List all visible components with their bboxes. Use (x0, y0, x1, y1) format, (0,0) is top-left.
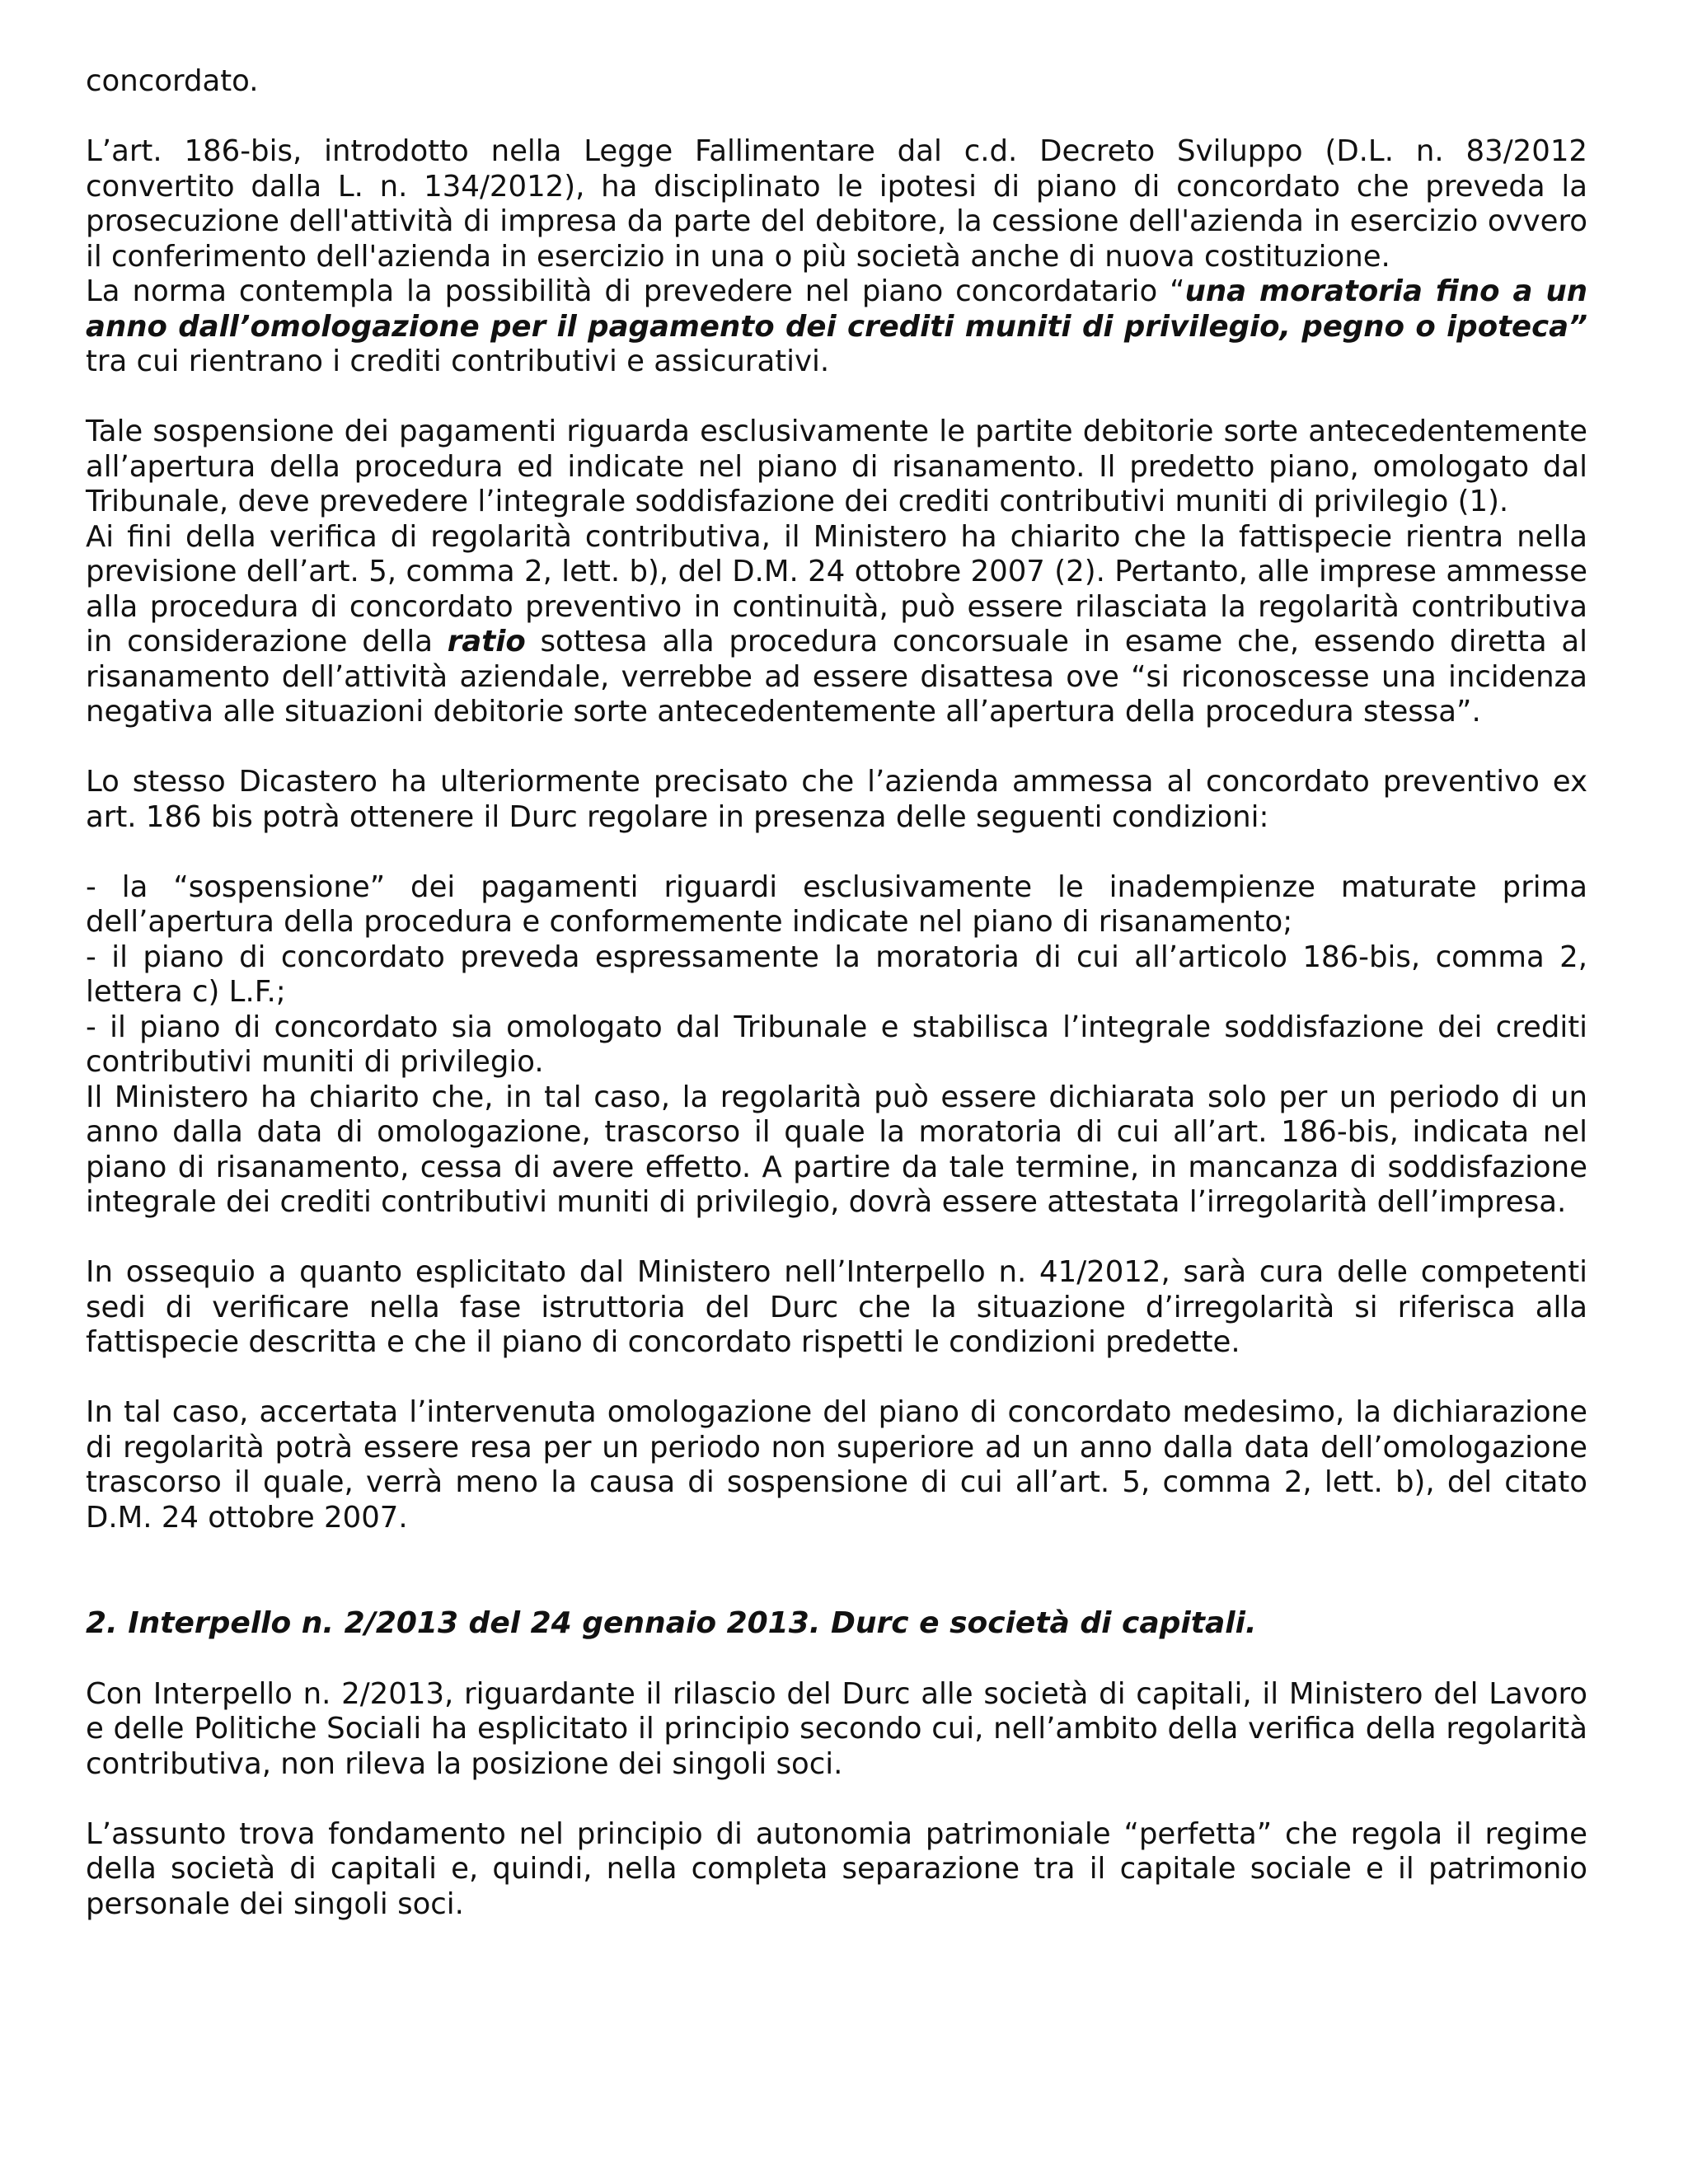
paragraph-art-186-bis: L’art. 186-bis, introdotto nella Legge Fallimentare dal c.d. Decreto Sviluppo (D.L. n. 83/2012 convertito dalla L. n. 134/2012), ha disciplinato le ipotesi di piano di concordato che preveda la prosecuzione dell'attività di impresa da parte del debitore, la cessione dell'azienda in esercizio ovvero il conferimento dell'azienda in esercizio in una o più società anche di nuova costituzione. (86, 134, 1587, 274)
section-heading: 2. Interpello n. 2/2013 del 24 gennaio 2013. Durc e società di capitali. (86, 1606, 1257, 1640)
paragraph-norma (86, 274, 1587, 380)
paragraph-tal-caso: In tal caso, accertata l’intervenuta omologazione del piano di concordato medesimo, la dichiarazione di regolarità potrà essere resa per un periodo non superiore ad un anno dalla data dell’omologazione trascorso il quale, verrà meno la causa di sospensione di cui all’art. 5, comma 2, lett. b), del citato D.M. 24 ottobre 2007. (86, 1395, 1587, 1535)
document-page (86, 64, 1587, 1922)
quote-moratoria: una moratoria fino a un anno dall’omologazione per il pagamento dei crediti muniti di privilegio, pegno o ipoteca” (86, 274, 1587, 344)
paragraph-verifica-intro: Ai fini della verifica di regolarità contributiva, il Ministero ha chiarito che la fattispecie rientra nella previsione dell’art. 5, comma 2, lett. b), del D.M. 24 ottobre 2007 (2). Pertanto, alle imprese ammesse alla procedura di concordato preventivo in continuità, può essere rilasciata la regolarità contributiva in considerazione della (86, 519, 1587, 658)
paragraph-dicastero: Lo stesso Dicastero ha ulteriormente precisato che l’azienda ammessa al concordato preventivo ex art. 186 bis potrà ottenere il Durc regolare in presenza delle seguenti condizioni: (86, 765, 1587, 834)
paragraph-ministero: Il Ministero ha chiarito che, in tal caso, la regolarità può essere dichiarata solo per un periodo di un anno dalla data di omologazione, trascorso il quale la moratoria di cui all’art. 186-bis, indicata nel piano di risanamento, cessa di avere effetto. A partire da tale termine, in mancanza di soddisfazione integrale dei crediti contributivi muniti di privilegio, dovrà essere attestata l’irregolarità dell’impresa. (86, 1080, 1587, 1219)
paragraph-verifica-tail: sottesa alla procedura concorsuale in esame che, essendo diretta al risanamento dell’attività aziendale, verrebbe ad essere disattesa ove “si riconoscesse una incidenza negativa alle situazioni debitorie sorte antecedentemente all’apertura della procedura stessa”. (86, 625, 1588, 729)
spacer (86, 835, 1587, 870)
spacer (86, 380, 1587, 415)
paragraph-interpello: Con Interpello n. 2/2013, riguardante il rilascio del Durc alle società di capitali, il Ministero del Lavoro e delle Politiche Sociali ha esplicitato il principio secondo cui, nell’ambito della verifica della regolarità contributiva, non rileva la posizione dei singoli soci. (86, 1676, 1587, 1781)
spacer (86, 1221, 1587, 1256)
spacer (86, 1642, 1587, 1677)
spacer (86, 1361, 1587, 1396)
spacer (86, 730, 1587, 766)
paragraph-norma-intro: La norma contempla la possibilità di prevedere nel piano concordatario “ (86, 274, 1185, 308)
paragraph-ossequio: In ossequio a quanto esplicitato dal Ministero nell’Interpello n. 41/2012, sarà cura delle competenti sedi di verificare nella fase istruttoria del Durc che la situazione d’irregolarità si riferisca alla fattispecie descritta e che il piano di concordato rispetti le condizioni predette. (86, 1255, 1587, 1359)
paragraph-continuation: concordato. (86, 64, 259, 98)
paragraph-assunto: L’assunto trova fondamento nel principio di autonomia patrimoniale “perfetta” che regola il regime della società di capitali e, quindi, nella completa separazione tra il capitale sociale e il patrimonio personale dei singoli soci. (86, 1816, 1587, 1921)
list-item: - il piano di concordato sia omologato dal Tribunale e stabilisca l’integrale soddisfazione dei crediti contributivi muniti di privilegio. (86, 1010, 1587, 1079)
list-item: - la “sospensione” dei pagamenti riguardi esclusivamente le inadempienze maturate prima dell’apertura della procedura e conformemente indicate nel piano di risanamento; (86, 869, 1587, 939)
spacer (86, 1535, 1587, 1605)
paragraph-sospensione: Tale sospensione dei pagamenti riguarda esclusivamente le partite debitorie sorte antecedentemente all’apertura della procedura ed indicate nel piano di risanamento. Il predetto piano, omologato dal Tribunale, deve prevedere l’integrale soddisfazione dei crediti contributivi muniti di privilegio (1). (86, 415, 1587, 518)
emphasis-ratio: ratio (447, 625, 526, 658)
paragraph-verifica (86, 520, 1587, 730)
paragraph-norma-tail: tra cui rientrano i crediti contributivi e assicurativi. (86, 344, 830, 378)
spacer (86, 100, 1587, 135)
list-item: - il piano di concordato preveda espressamente la moratoria di cui all’articolo 186-bis, comma 2, lettera c) L.F.; (86, 940, 1587, 1009)
spacer (86, 1782, 1587, 1817)
